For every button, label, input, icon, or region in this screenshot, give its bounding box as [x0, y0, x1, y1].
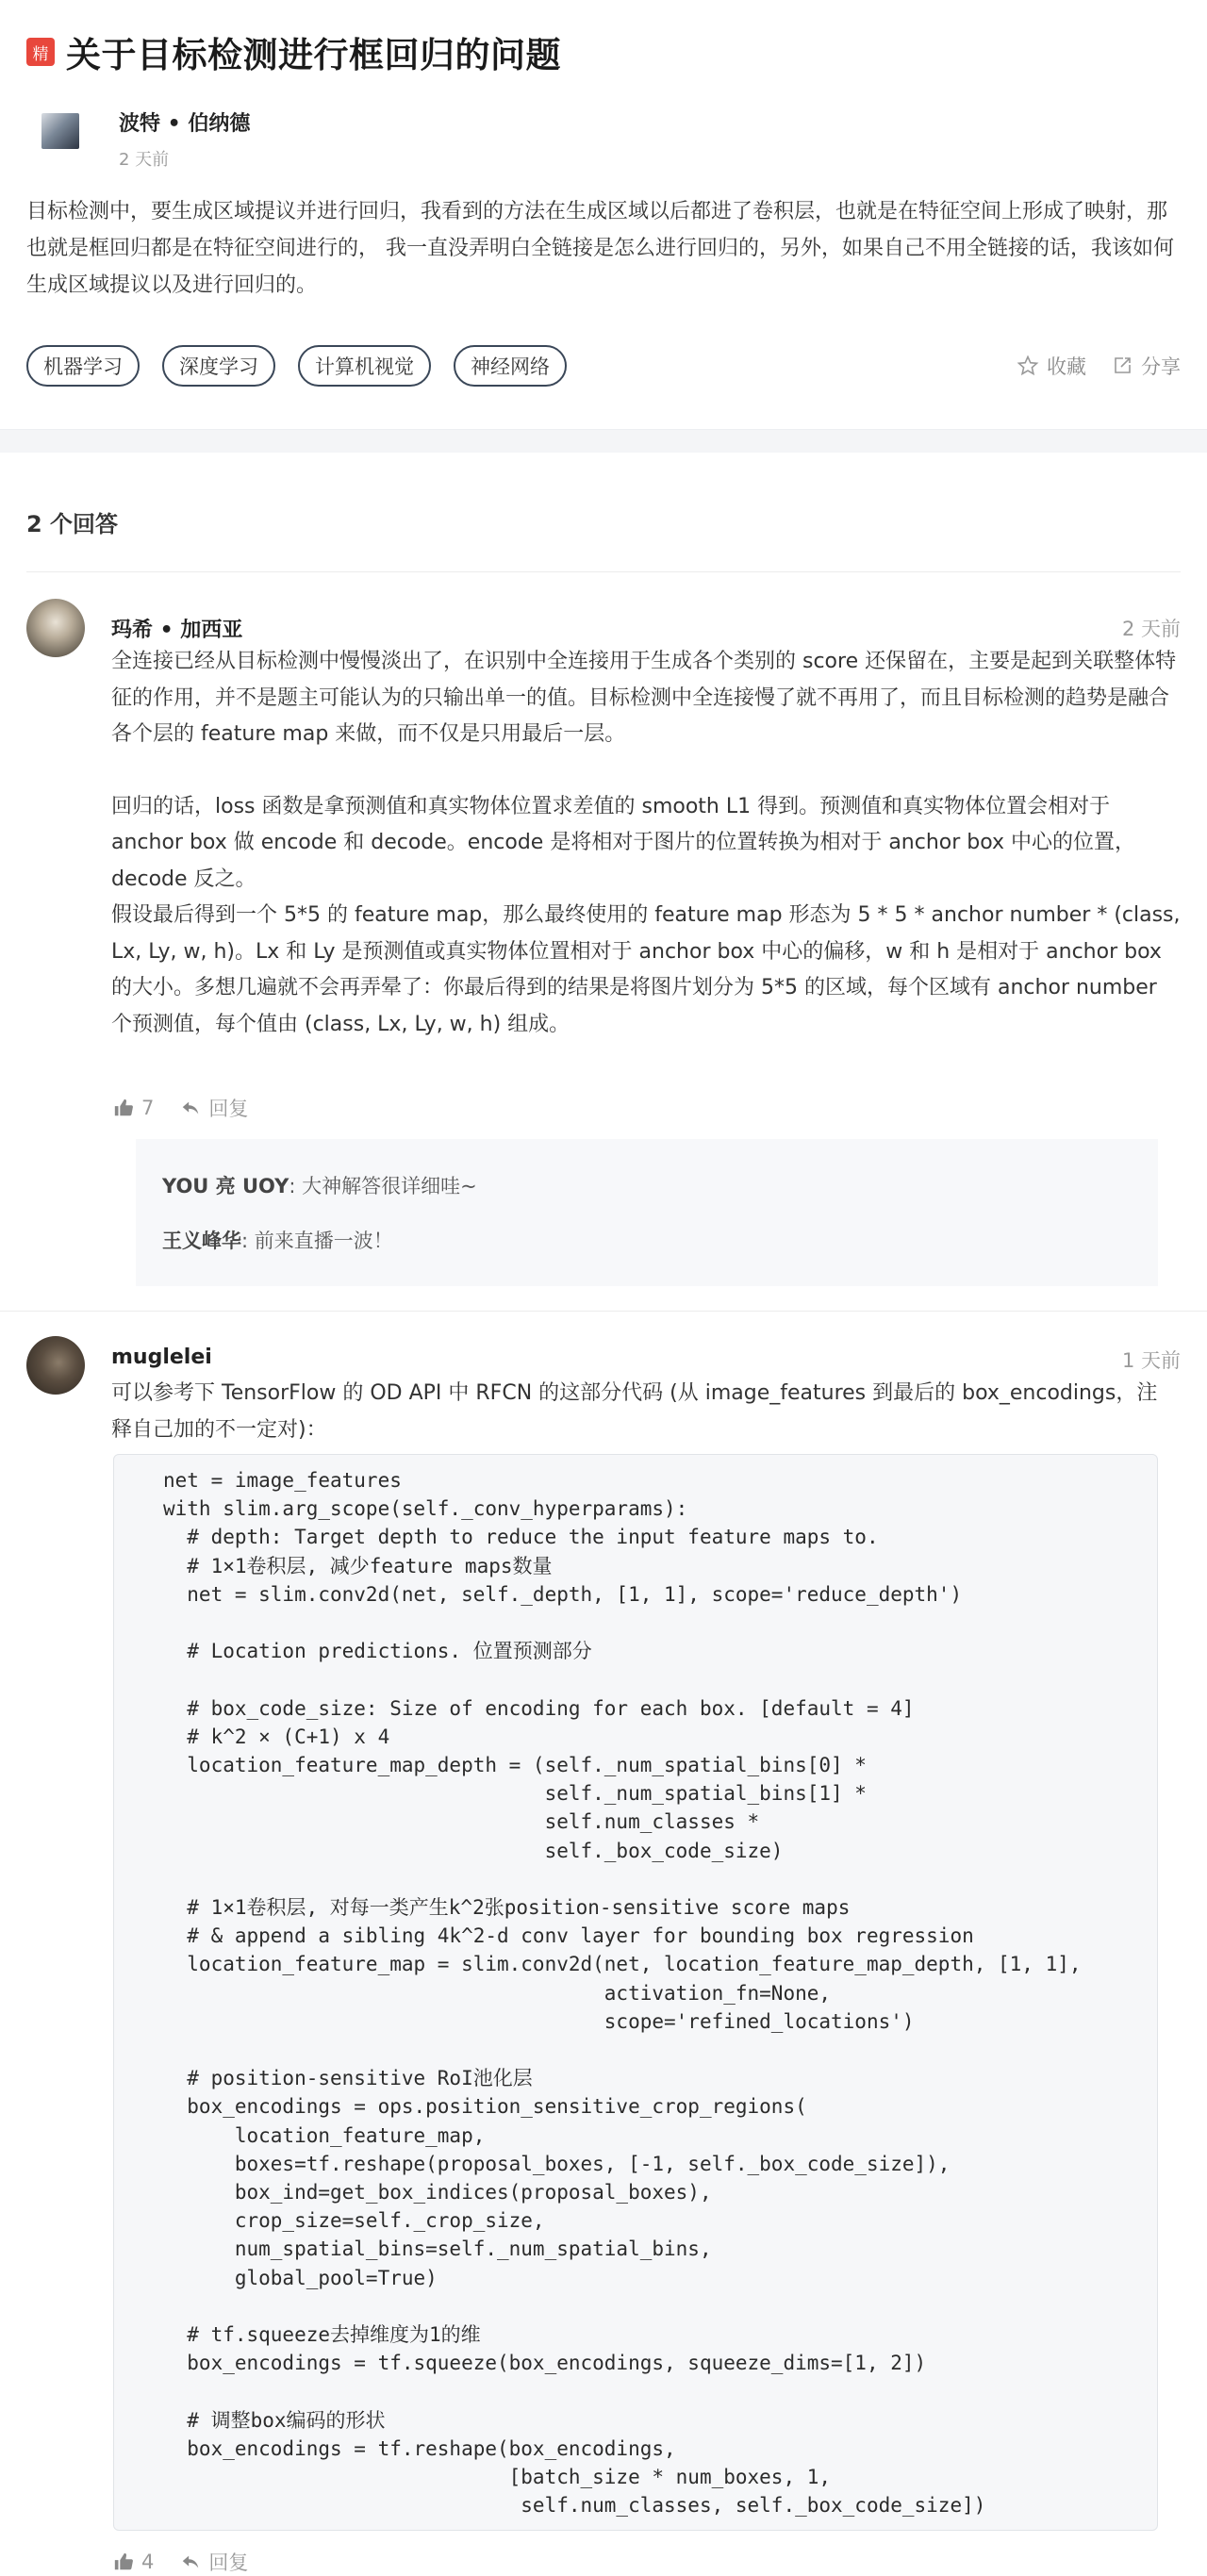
like-button[interactable]: [113, 1097, 154, 1119]
answer-time: 1 天前: [1121, 1349, 1181, 1372]
answer-author-name[interactable]: 玛希 • 加西亚: [111, 618, 243, 642]
thumbs-up-icon: [113, 1098, 134, 1118]
reply-button[interactable]: [180, 2548, 248, 2576]
answer-intro: 可以参考下 TensorFlow 的 OD API 中 RFCN 的这部分代码 (从 image_features 到最后的 box_encodings，注释自己加的不一定对)：: [111, 1381, 1158, 1442]
tags-row: [26, 345, 1181, 387]
comment-text: 前来直播一波！: [254, 1230, 393, 1252]
share-button[interactable]: [1111, 352, 1181, 380]
comment-item: [162, 1213, 1132, 1267]
comment-text: 大神解答很详细哇~: [302, 1175, 477, 1197]
reply-button[interactable]: [180, 1094, 248, 1122]
comment-user[interactable]: YOU 亮 UOY: [162, 1175, 289, 1197]
favorite-button[interactable]: [1017, 352, 1086, 380]
like-count: 7: [141, 1097, 155, 1119]
paragraph-spacer: [111, 753, 1181, 789]
question-title: 关于目标检测进行框回归的问题: [66, 35, 561, 75]
question-actions: [992, 352, 1181, 380]
like-count: 4: [141, 2550, 155, 2573]
answers-count: 2 个回答: [26, 453, 1181, 572]
section-divider: [0, 429, 1207, 453]
title-row: [26, 0, 1181, 77]
comment-item: [162, 1158, 1132, 1213]
comment-user[interactable]: 王义峰华: [162, 1230, 241, 1252]
answer-paragraph: 全连接已经从目标检测中慢慢淡出了，在识别中全连接用于生成各个类别的 score 还保留在，主要是起到关联整体特征的作用，并不是题主可能认为的只输出单一的值。目标检测中全连接慢了就不再用了，而且目标检测的趋势是融合各个层的 feature map 来做，而不仅是只用最后一层。: [111, 650, 1177, 746]
question-author: [26, 107, 1181, 171]
answer-paragraph: 回归的话，loss 函数是拿预测值和真实物体位置求差值的 smooth L1 得到。预测值和真实物体位置会相对于 anchor box 做 encode 和 decode。encode 是将相对于图片的位置转换为相对于 anchor box 中心的位置，decode 反之。: [111, 794, 1136, 891]
star-icon: [1017, 355, 1039, 377]
reply-label: 回复: [208, 2551, 249, 2574]
answer-body: [111, 644, 1181, 1043]
thumbs-up-icon: [113, 2551, 134, 2572]
tag-machine-learning[interactable]: 机器学习: [26, 345, 140, 387]
post-time: 2 天前: [119, 150, 170, 170]
featured-badge: 精: [26, 38, 55, 66]
share-icon: [1111, 355, 1133, 377]
like-button[interactable]: [113, 2551, 154, 2573]
question-body: 目标检测中，要生成区域提议并进行回归，我看到的方法在生成区域以后都进了卷积层，也就是在特征空间上形成了映射，那也就是框回归都是在特征空间进行的， 我一直没弄明白全链接是怎么进行回归的，另外，如果自己不用全链接的话，我该如何生成区域提议以及进行回归的。: [26, 200, 1174, 298]
answer-actions: [113, 1094, 1181, 1122]
answer-actions: [113, 2548, 1181, 2576]
answer-paragraph: 假设最后得到一个 5*5 的 feature map，那么最终使用的 feature map 形态为 5 * 5 * anchor number * (class, Lx, Ly, w, h)。Lx 和 Ly 是预测值或真实物体位置相对于 anchor box 中心的偏移，w 和 h 是相对于 anchor box 的大小。多想几遍就不会再弄晕了：你最后得到的结果是将图片划分为 5*5 的区域，每个区域有 anchor number 个预测值，每个值由 (class, Lx, Ly, w, h) 组成。: [111, 903, 1181, 1036]
avatar[interactable]: [26, 599, 85, 657]
tag-deep-learning[interactable]: 深度学习: [162, 345, 275, 387]
question-section: [0, 0, 1207, 429]
comment-separator: :: [289, 1175, 296, 1197]
answer-item: [0, 1311, 1207, 2576]
avatar[interactable]: [41, 113, 79, 149]
share-label: 分享: [1141, 355, 1181, 379]
tag-computer-vision[interactable]: 计算机视觉: [298, 345, 431, 387]
reply-label: 回复: [208, 1098, 249, 1120]
answer-time: 2 天前: [1121, 618, 1181, 640]
answer-item: [0, 572, 1207, 1286]
comment-separator: :: [241, 1230, 249, 1252]
reply-icon: [180, 1098, 201, 1118]
comment-list: [136, 1139, 1158, 1286]
author-name[interactable]: 波特 • 伯纳德: [119, 112, 251, 136]
answer-author-name[interactable]: muglelei: [111, 1346, 212, 1369]
tag-neural-network[interactable]: 神经网络: [454, 345, 567, 387]
reply-icon: [180, 2551, 201, 2572]
avatar[interactable]: [26, 1336, 85, 1395]
code-block: net = image_features with slim.arg_scope(self._conv_hyperparams): # depth: Target depth to reduce the input feature maps to. # 1×1卷积层, 减少feature maps数量 net = slim.conv2d(net, self._depth, [1, 1], scope='reduce_depth') # Location predictions. 位置预测部分 # box_code_size: Size of encoding for each box. [default = 4] # k^2 × (C+1) x 4 location_feature_map_depth = (self._num_spatial_bins[0] * self._num_spatial_bins[1] * self.num_classes * self._box_code_size) # 1×1卷积层, 对每一类产生k^2张position-sensitive score maps # & append a sibling 4k^2-d conv layer for bounding box regression location_feature_map = slim.conv2d(net, location_feature_map_depth, [1, 1], activation_fn=None, scope='refined_locations') # position-sensitive RoI池化层 box_encodings = ops.position_sensitive_crop_regions( location_feature_map, boxes=tf.reshape(proposal_boxes, [-1, self._box_code_size]), box_ind=get_box_indices(proposal_boxes), crop_size=self._crop_size, num_spatial_bins=self._num_spatial_bins, global_pool=True) # tf.squeeze去掉维度为1的维 box_encodings = tf.squeeze(box_encodings, squeeze_dims=[1, 2]) # 调整box编码的形状 box_encodings = tf.reshape(box_encodings, [batch_size * num_boxes, 1, self.num_classes, self._box_code_size]): [113, 1454, 1158, 2531]
favorite-label: 收藏: [1047, 355, 1086, 379]
